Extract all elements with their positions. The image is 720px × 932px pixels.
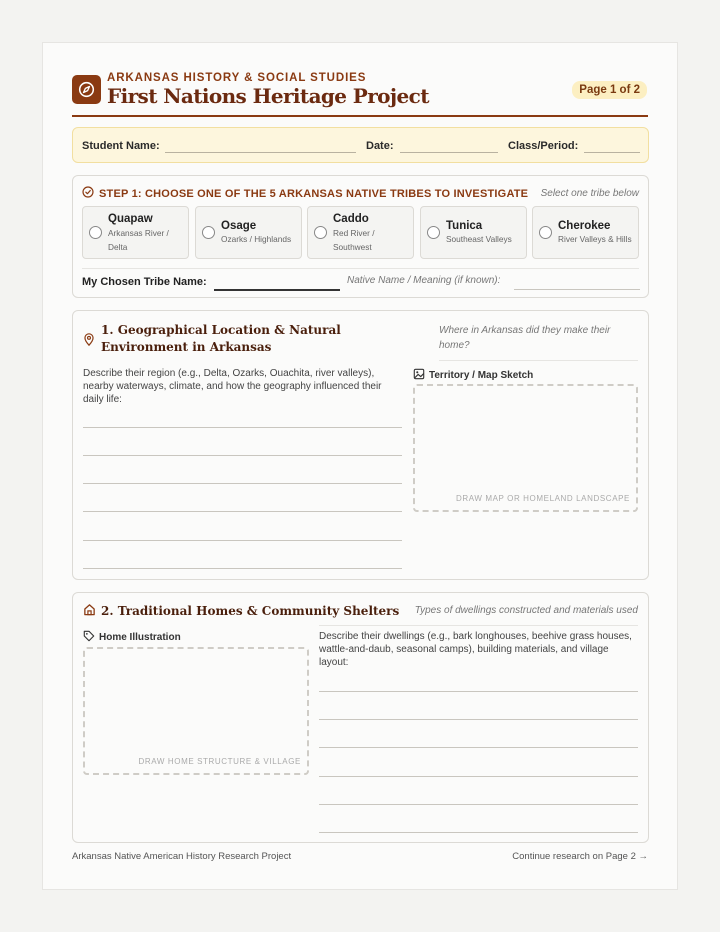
writing-line[interactable] bbox=[319, 832, 638, 833]
tag-icon bbox=[83, 630, 95, 645]
class-period-field[interactable] bbox=[584, 152, 640, 153]
section2-hint: Types of dwellings constructed and materials used bbox=[414, 605, 638, 616]
chosen-tribe-field[interactable] bbox=[214, 289, 340, 291]
radio-button-icon[interactable] bbox=[89, 226, 102, 239]
footer-continue-note: Continue research on Page 2 → bbox=[512, 851, 648, 862]
tribe-region: Southeast Valleys bbox=[446, 234, 512, 244]
home-illustration-area[interactable] bbox=[83, 647, 309, 775]
writing-line[interactable] bbox=[83, 540, 402, 541]
footer-project-name: Arkansas Native American History Research Project bbox=[72, 851, 292, 862]
writing-line[interactable] bbox=[319, 719, 638, 720]
step1-title-text: STEP 1: CHOOSE ONE OF THE 5 ARKANSAS NATIVE TRIBES TO INVESTIGATE bbox=[99, 187, 529, 200]
date-label: Date: bbox=[366, 140, 394, 152]
writing-line[interactable] bbox=[319, 691, 638, 692]
section1-hint-divider bbox=[439, 360, 638, 361]
tribe-option-tunica[interactable] bbox=[420, 206, 527, 259]
tribe-name: Tunica bbox=[446, 220, 483, 232]
tribe-name: Osage bbox=[221, 220, 257, 232]
writing-line[interactable] bbox=[83, 483, 402, 484]
step1-tribe-selection bbox=[72, 175, 649, 298]
section1-description: Describe their region (e.g., Delta, Ozarks, Ouachita, river valleys), nearby waterways, climate, and how the geography influenced their daily life: bbox=[83, 368, 382, 405]
step1-divider bbox=[82, 268, 639, 269]
home-illustration-label-text: Home Illustration bbox=[99, 632, 181, 643]
native-name-field[interactable] bbox=[514, 289, 640, 290]
radio-button-icon[interactable] bbox=[314, 226, 327, 239]
student-name-field[interactable] bbox=[165, 152, 356, 153]
class-period-label: Class/Period: bbox=[508, 140, 579, 152]
map-sketch-area[interactable] bbox=[413, 384, 638, 512]
territory-sketch-label-text: Territory / Map Sketch bbox=[429, 370, 534, 381]
tribe-region: Red River / Southwest bbox=[333, 228, 375, 252]
tribe-option-osage[interactable] bbox=[195, 206, 302, 259]
radio-button-icon[interactable] bbox=[427, 226, 440, 239]
writing-line[interactable] bbox=[83, 568, 402, 569]
tribe-option-cherokee[interactable] bbox=[532, 206, 639, 259]
worksheet-page bbox=[42, 42, 678, 890]
tribe-name: Quapaw bbox=[108, 213, 153, 225]
home-icon bbox=[83, 603, 96, 621]
writing-line[interactable] bbox=[83, 511, 402, 512]
writing-line[interactable] bbox=[83, 455, 402, 456]
map-pin-icon bbox=[83, 333, 95, 351]
writing-line[interactable] bbox=[83, 427, 402, 428]
section-geography bbox=[72, 310, 649, 580]
step1-hint: Select one tribe below bbox=[540, 188, 639, 199]
writing-line[interactable] bbox=[319, 776, 638, 777]
native-name-label: Native Name / Meaning (if known): bbox=[347, 275, 501, 286]
section1-hint: Where in Arkansas did they make their home? bbox=[439, 325, 611, 351]
tribe-region: River Valleys & Hills bbox=[558, 234, 632, 244]
chosen-tribe-label: My Chosen Tribe Name: bbox=[82, 276, 207, 288]
map-sketch-caption: DRAW MAP OR HOMELAND LANDSCAPE bbox=[455, 494, 630, 503]
writing-line[interactable] bbox=[319, 747, 638, 748]
page-number-badge: Page 1 of 2 bbox=[572, 81, 647, 99]
step1-heading bbox=[82, 186, 528, 201]
tribe-name: Caddo bbox=[333, 213, 369, 225]
subject-eyebrow: ARKANSAS HISTORY & SOCIAL STUDIES bbox=[107, 72, 367, 84]
header-divider bbox=[72, 115, 648, 117]
radio-button-icon[interactable] bbox=[202, 226, 215, 239]
tribe-option-quapaw[interactable] bbox=[82, 206, 189, 259]
section2-description: Describe their dwellings (e.g., bark longhouses, beehive grass houses, wattle-and-daub, seasonal camps), building materials, and village layout: bbox=[319, 631, 632, 668]
image-icon bbox=[413, 368, 425, 383]
writing-line[interactable] bbox=[319, 804, 638, 805]
section2-title: 2. Traditional Homes & Community Shelters bbox=[101, 604, 400, 618]
section-homes bbox=[72, 592, 649, 843]
territory-sketch-label bbox=[413, 368, 533, 383]
radio-button-icon[interactable] bbox=[539, 226, 552, 239]
section2-hint-divider bbox=[319, 625, 638, 626]
tribe-region: Ozarks / Highlands bbox=[221, 234, 292, 244]
check-circle-icon bbox=[82, 186, 94, 201]
home-illustration-label bbox=[83, 630, 181, 645]
date-field[interactable] bbox=[400, 152, 498, 153]
student-name-label: Student Name: bbox=[82, 140, 160, 152]
tribe-region: Arkansas River / Delta bbox=[108, 228, 169, 252]
tribe-name: Cherokee bbox=[558, 220, 611, 232]
compass-icon bbox=[72, 75, 101, 104]
home-illustration-caption: DRAW HOME STRUCTURE & VILLAGE bbox=[138, 757, 301, 766]
section1-title: 1. Geographical Location & Natural Environment in Arkansas bbox=[101, 323, 341, 354]
student-info-bar bbox=[72, 127, 649, 163]
tribe-option-caddo[interactable] bbox=[307, 206, 414, 259]
page-title: First Nations Heritage Project bbox=[107, 84, 429, 108]
